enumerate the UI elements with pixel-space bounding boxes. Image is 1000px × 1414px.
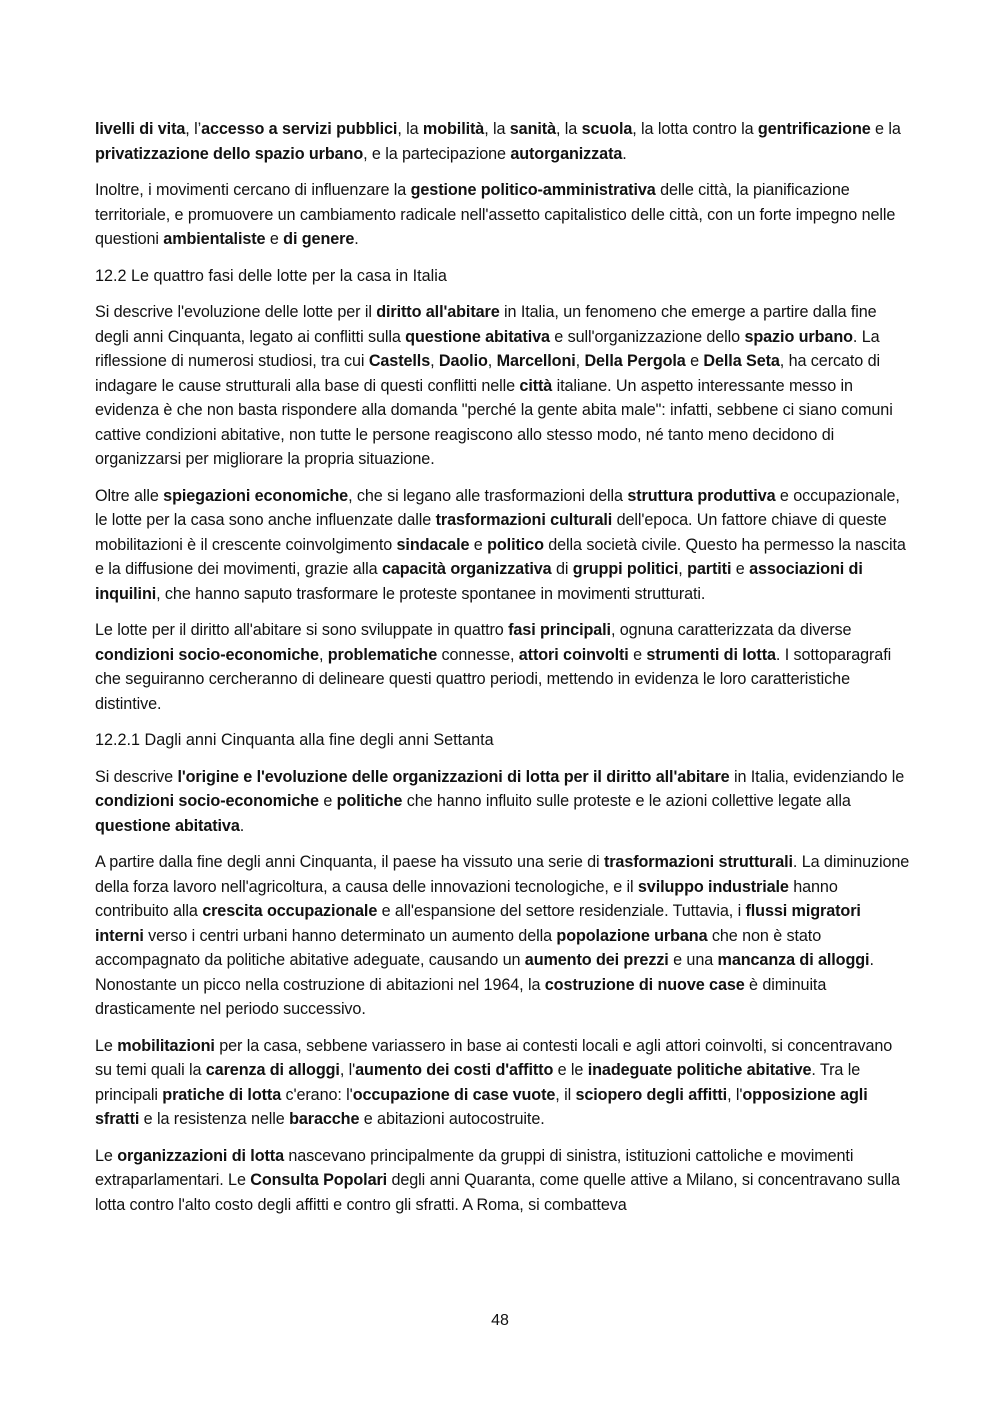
bold-text: Consulta Popolari xyxy=(250,1171,388,1189)
text-run: . xyxy=(239,816,245,835)
text-run: della società civile. Questo ha permesso la nascita e la diffusione dei movimenti, grazie alla xyxy=(95,535,906,578)
bold-text: autorganizzata xyxy=(510,144,623,163)
text-run: 12.2.1 Dagli anni Cinquanta alla fine degli anni Settanta xyxy=(95,731,494,749)
text-run: Oltre alle xyxy=(95,486,164,505)
text-run: degli anni Quaranta, come quelle attive a Milano, si concentravano sulla lotta contro l'alto costo degli affitti e contro gli sfratti. A Roma, si combatteva xyxy=(95,1171,900,1214)
text-run: nascevano principalmente da gruppi di sinistra, istituzioni cattoliche e movimenti extraparlamentari. Le xyxy=(95,1146,854,1189)
bold-text: occupazione di case vuote xyxy=(352,1085,556,1104)
text-run: dell'epoca. Un fattore chiave di queste mobilitazioni è il crescente coinvolgimento xyxy=(95,511,887,554)
bold-text: mobilità xyxy=(422,120,485,138)
text-run: , che si legano alle trasformazioni della xyxy=(348,486,628,505)
bold-text: gruppi politici xyxy=(572,560,679,578)
bold-text: sanità xyxy=(509,120,556,138)
text-run: , la lotta contro la xyxy=(632,120,758,138)
bold-text: Della Pergola xyxy=(584,352,686,370)
section-heading xyxy=(95,728,910,753)
bold-text: politiche xyxy=(336,792,403,810)
bold-text: associazioni di inquilini xyxy=(95,560,863,603)
text-run: e xyxy=(318,792,337,810)
text-run: che hanno influito sulle proteste e le azioni collettive legate alla xyxy=(402,792,851,810)
text-run: hanno contribuito alla xyxy=(95,877,838,920)
bold-text: Daolio xyxy=(438,352,488,370)
text-run: A partire dalla fine degli anni Cinquanta, il paese ha vissuto una serie di xyxy=(95,853,604,871)
text-run: . xyxy=(622,144,627,163)
text-run: in Italia, un fenomeno che emerge a partire dalla fine degli anni Cinquanta, legato ai conflitti sulla xyxy=(95,303,877,346)
bold-text: flussi migratori interni xyxy=(95,902,861,945)
bold-text: partiti xyxy=(687,560,732,578)
text-run: italiane. Un aspetto interessante messo in evidenza è che non basta rispondere alla domanda "perché la gente abita male": infatti, sebbene ci siano comuni cattive condizioni abitative, non tutte le persone reagiscono allo stesso modo, né tanto meno decidono di organizzarsi per migliorare la propria situazione. xyxy=(95,376,893,468)
text-run: , xyxy=(678,560,688,578)
text-run: delle città, la pianificazione territoriale, e promuovere un cambiamento radicale nell'assetto capitalistico delle città, con un forte impegno nelle questioni xyxy=(95,181,896,248)
text-run: che non è stato accompagnato da politiche abitative adeguate, causando un xyxy=(95,926,822,969)
text-run: , che hanno saputo trasformare le proteste spontanee in movimenti strutturati. xyxy=(156,584,706,603)
bold-text: inadeguate politiche abitative xyxy=(587,1061,812,1079)
text-run: Le xyxy=(95,1146,118,1165)
text-run: e la resistenza nelle xyxy=(139,1110,290,1128)
bold-text: popolazione urbana xyxy=(556,926,708,945)
paragraph xyxy=(95,1034,910,1132)
bold-text: aumento dei costi d'affitto xyxy=(355,1061,554,1079)
bold-text: gentrificazione xyxy=(757,120,871,138)
bold-text: l'origine e l'evoluzione delle organizzazioni di lotta per il diritto all'abitare xyxy=(177,767,730,786)
text-run: connesse, xyxy=(437,645,519,664)
text-run: Le xyxy=(95,1036,118,1055)
text-run: Inoltre, i movimenti cercano di influenzare la xyxy=(95,181,411,199)
text-run: , l' xyxy=(339,1061,356,1079)
bold-text: aumento dei prezzi xyxy=(524,951,669,969)
bold-text: sciopero degli affitti xyxy=(575,1085,728,1104)
text-run: . La diminuzione della forza lavoro nell'agricoltura, a causa delle innovazioni tecnologiche, e il xyxy=(95,853,910,896)
text-run: , xyxy=(318,645,328,664)
text-run: 12.2 Le quattro fasi delle lotte per la casa in Italia xyxy=(95,266,447,285)
text-run: è diminuita drasticamente nel periodo successivo. xyxy=(95,975,827,1018)
bold-text: baracche xyxy=(289,1110,360,1128)
text-run: e xyxy=(265,230,284,248)
text-run: , xyxy=(575,352,585,370)
text-run: , e la partecipazione xyxy=(363,144,511,163)
text-run: , ha cercato di indagare le cause strutturali alla base di questi conflitti nelle xyxy=(95,352,880,395)
text-run: e xyxy=(628,645,647,664)
bold-text: diritto all'abitare xyxy=(376,303,500,321)
paragraph xyxy=(95,178,910,252)
bold-text: spazio urbano xyxy=(744,327,853,346)
text-run: e xyxy=(731,560,750,578)
bold-text: condizioni socio-economiche xyxy=(95,645,319,664)
text-run: Le lotte per il diritto all'abitare si sono sviluppate in quattro xyxy=(95,621,509,639)
text-run: e le xyxy=(553,1061,588,1079)
text-run: e xyxy=(469,535,488,554)
text-run: . La riflessione di numerosi studiosi, tra cui xyxy=(95,327,880,370)
bold-text: ambientaliste xyxy=(163,230,266,248)
text-run: , la xyxy=(555,120,582,138)
bold-text: crescita occupazionale xyxy=(202,902,378,920)
text-run: , il xyxy=(555,1085,576,1104)
bold-text: Della Seta xyxy=(703,352,780,370)
paragraph xyxy=(95,300,910,472)
text-run: , xyxy=(487,352,497,370)
bold-text: trasformazioni culturali xyxy=(435,511,613,529)
paragraph xyxy=(95,850,910,1022)
bold-text: strumenti di lotta xyxy=(646,645,776,664)
text-run: , ognuna caratterizzata da diverse xyxy=(610,621,852,639)
bold-text: capacità organizzativa xyxy=(381,560,552,578)
paragraph xyxy=(95,765,910,839)
bold-text: spiegazioni economiche xyxy=(163,486,349,505)
paragraph xyxy=(95,1144,910,1218)
text-run: e abitazioni autocostruite. xyxy=(359,1110,545,1128)
text-run: e occupazionale, le lotte per la casa sono anche influenzate dalle xyxy=(95,486,900,529)
bold-text: sindacale xyxy=(396,535,470,554)
text-run: , la xyxy=(397,120,423,138)
bold-text: condizioni socio-economiche xyxy=(95,792,319,810)
text-run: c'erano: l' xyxy=(281,1085,353,1104)
text-run: . xyxy=(354,230,359,248)
text-run: , xyxy=(430,352,439,370)
bold-text: mancanza di alloggi xyxy=(717,951,870,969)
text-run: . I sottoparagrafi che seguiranno cercheranno di delineare questi quattro periodi, mettendo in evidenza le loro caratteristiche distintive. xyxy=(95,645,892,713)
section-heading xyxy=(95,264,910,289)
page-number: 48 xyxy=(491,1312,509,1329)
bold-text: pratiche di lotta xyxy=(162,1085,282,1104)
bold-text: attori coinvolti xyxy=(518,645,629,664)
text-run: , l’ xyxy=(185,120,202,138)
bold-text: mobilitazioni xyxy=(117,1036,215,1055)
paragraph xyxy=(95,618,910,716)
text-run: Si descrive l'evoluzione delle lotte per il xyxy=(95,303,377,321)
bold-text: questione abitativa xyxy=(95,816,240,835)
bold-text: opposizione agli sfratti xyxy=(95,1085,868,1128)
bold-text: trasformazioni strutturali xyxy=(603,853,793,871)
bold-text: di genere xyxy=(283,230,355,248)
text-run: e all'espansione del settore residenziale. Tuttavia, i xyxy=(377,902,746,920)
paragraph xyxy=(95,117,910,166)
page-body xyxy=(95,117,910,1229)
text-run: e xyxy=(685,352,704,370)
text-run: di xyxy=(551,560,573,578)
bold-text: problematiche xyxy=(327,645,438,664)
bold-text: scuola xyxy=(581,120,633,138)
bold-text: organizzazioni di lotta xyxy=(117,1146,284,1165)
text-run: e sull'organizzazione dello xyxy=(549,327,745,346)
bold-text: carenza di alloggi xyxy=(205,1061,340,1079)
text-run: . Nonostante un picco nella costruzione di abitazioni nel 1964, la xyxy=(95,951,874,994)
text-run: e la xyxy=(870,120,901,138)
text-run: , l' xyxy=(727,1085,743,1104)
bold-text: accesso a servizi pubblici xyxy=(201,120,398,138)
text-run: in Italia, evidenziando le xyxy=(729,767,905,786)
text-run: per la casa, sebbene variassero in base ai contesti locali e agli attori coinvolti, si concentravano su temi quali la xyxy=(95,1036,893,1079)
bold-text: Marcelloni xyxy=(496,352,576,370)
bold-text: costruzione di nuove case xyxy=(544,975,745,994)
bold-text: fasi principali xyxy=(508,621,611,639)
bold-text: città xyxy=(519,376,553,395)
bold-text: sviluppo industriale xyxy=(637,877,789,896)
bold-text: struttura produttiva xyxy=(627,486,776,505)
bold-text: livelli di vita xyxy=(95,120,186,138)
text-run: , la xyxy=(484,120,510,138)
text-run: verso i centri urbani hanno determinato un aumento della xyxy=(143,926,557,945)
bold-text: gestione politico-amministrativa xyxy=(410,181,656,199)
text-run: . Tra le principali xyxy=(95,1061,861,1104)
text-run: e una xyxy=(668,951,718,969)
bold-text: privatizzazione dello spazio urbano xyxy=(95,144,364,163)
bold-text: questione abitativa xyxy=(405,327,550,346)
text-run: Si descrive xyxy=(95,767,178,786)
paragraph xyxy=(95,484,910,607)
bold-text: Castells xyxy=(368,352,431,370)
bold-text: politico xyxy=(487,535,544,554)
